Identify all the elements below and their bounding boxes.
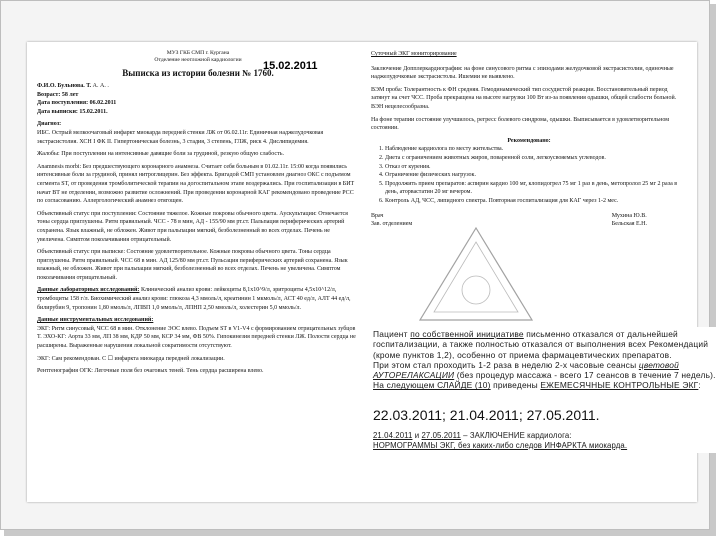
patient-info bbox=[37, 82, 359, 116]
discharge-summary-left bbox=[37, 50, 359, 380]
date-stamp: 15.02.2011 bbox=[263, 60, 318, 72]
discharge-state: На фоне терапии состояние улучшилось, регресс болевого синдрома, одышки. Выписывается в удовлетворительном состоянии. bbox=[371, 116, 670, 132]
stamp-seal bbox=[416, 224, 536, 324]
scanned-document bbox=[27, 42, 716, 502]
anamnesis: Anamnesis morbi: Без предшествующего коронарного анамнеза. Считает себя больным в 01.02.11г. 15:00 когда появились интенсивные боли за грудиной, принял нитроглицерин. Без эффекта. Бригадой СМП установлен диагноз ОКС с подъемом сегмента ST, от проведения тромболитической терапии на догоспитальном этапе воздержались. При госпитализации в БИТ начат ВТ не отделении, возможно развитие осложнений. При проведении коронарной КАГ рекомендовано проведение РСС по согласованию. Аллергологический анамнез отягощен. bbox=[37, 163, 355, 205]
instr-text: ЭКГ: Ритм синусовый, ЧСС 68 в мин. Отклонение ЭОС влево. Подъем ST в V1-V4 с формированием отрицательных зубцов T. ЭХО-КГ: Аорта 33 мм, ЛП 38 мм, КДР 50 мм, КСР 34 мм, ФВ 50%. Гипокинезия передней стенки ЛЖ. Полости сердца не расширены. Выраженные нарушения локальной сократимости отсутствуют. bbox=[37, 325, 356, 350]
age-line: Возраст: 58 лет bbox=[37, 91, 79, 98]
section-title: Суточный ЭКГ мониторирование bbox=[371, 51, 457, 57]
text-run-underlined: по собственной инициативе bbox=[410, 329, 524, 339]
holter-conclusion: Заключение Допплеркардиография: на фоне синусового ритма с эпизодами желудочковой экстрасистолии, одиночные наджелудочковые экстрасистолы. Ишемии не выявлено. bbox=[371, 65, 674, 81]
org-line-1: МУЗ ГКБ СМП г. Кургана bbox=[166, 50, 230, 56]
fio-initials: А. А. . bbox=[92, 83, 109, 89]
discharge-summary-right bbox=[371, 50, 687, 229]
text-run-underlined: На следующем СЛАЙДЕ (10) bbox=[373, 380, 491, 391]
lab-block bbox=[37, 286, 359, 312]
list-item: 5. Продолжить прием препаратов: аспирин кардио 100 мг, клопидогрел 75 мг 1 раз в день, метопролол 25 мг 2 раза в день, аторвастатин 20 мг вечером. bbox=[385, 180, 687, 197]
list-item: 2. Диета с ограничением животных жиров, поваренной соли, легкоусвояемых углеводов. bbox=[385, 154, 687, 163]
text-run: письменно отказался от дальнейшей госпитализации, а также полностью отказался от выполнения всех Рекомендаций (кроме пунктов 1,2), особенно от приема фармацевтических препаратов. bbox=[373, 329, 709, 360]
diagnosis-label: Диагноз: bbox=[37, 121, 62, 128]
text-run: При этом стал проходить 1-2 раза в неделю 2-х часовые сеансы bbox=[373, 359, 639, 370]
org-line-2: Отделение неотложной кардиологии bbox=[154, 57, 242, 63]
admit-line: Дата поступления: 06.02.2011 bbox=[37, 100, 117, 107]
sign-head-label: Зав. отделением bbox=[371, 221, 413, 228]
next-slide-paragraph bbox=[373, 380, 717, 390]
text-run-underlined: 21.04.2011 bbox=[373, 430, 413, 440]
complaints: Жалобы: При поступлении на интенсивные давящие боли за грудиной, резкую общую слабость. bbox=[37, 151, 284, 158]
sessions-paragraph bbox=[373, 360, 717, 381]
text-run: : bbox=[698, 380, 701, 391]
ekg-dates: 22.03.2011; 21.04.2011; 27.05.2011. bbox=[373, 406, 600, 423]
list-item: 1. Наблюдение кардиолога по месту жительства. bbox=[385, 145, 687, 154]
xray-line: Рентгенография ОГК: Легочные поля без очаговых теней. Тень сердца расширена влево. bbox=[37, 368, 264, 375]
text-run: и bbox=[412, 430, 422, 440]
list-item: 4. Ограничение физических нагрузок. bbox=[385, 171, 687, 180]
status-discharge: Объективный статус при выписке: Состояние удовлетворительное. Кожные покровы обычного цвета. Тоны сердца приглушены. Ритм правильный. ЧСС 68 в мин. АД 125/80 мм рт.ст. Пульсация периферических артерий сохранена. Язык влажный, не обложен. Живот при пальпации мягкий, безболезненный во всех отделах. Печень не увеличена. Симптом поколачивания отрицательный. bbox=[37, 249, 348, 281]
document-title: Выписка из истории болезни № 1760. bbox=[122, 68, 274, 78]
fio-label: Ф.И.О. Бульнова. Т. bbox=[37, 83, 92, 89]
lab-label: Данные лабораторных исследований: bbox=[37, 287, 140, 294]
recs-label: Рекомендовано: bbox=[507, 137, 551, 144]
sign-doctor-label: Врач bbox=[371, 212, 384, 219]
sign-doctor-name: Мухина Ю.В. bbox=[611, 212, 647, 219]
vem-test: ВЭМ проба: Толерантность к ФН средняя. Гемодинамический тип сосудистой реакции. Восстановительный период затянут на счет ЧСС. Проба прекращена на высоте нагрузки 100 Вт из-за появления одышки, общей слабости больной. ВЭН нецелесообразна. bbox=[371, 86, 677, 110]
text-run: приведены bbox=[490, 380, 541, 391]
instr-block bbox=[37, 316, 359, 350]
text-run: Пациент bbox=[373, 329, 411, 339]
diagnosis-text: ИБС. Острый мелкоочаговый инфаркт миокарда передней стенки ЛЖ от 06.02.11г. Единичная наджелудочковая экстрасистолия. ХСН I ФК II. Гипертоническая болезнь, 3 стадия, 3 степень, ГЛЖ, риск 4. Дислипидемия. bbox=[37, 129, 324, 145]
refusal-paragraph bbox=[373, 329, 717, 360]
slide-commentary bbox=[369, 327, 720, 453]
list-item: 6. Контроль АД, ЧСС, липидного спектра. Повторная госпитализация для КАГ через 1-2 мес. bbox=[385, 197, 687, 206]
text-run: (без процедур массажа - всего 17 сеансов в течение 7 недель). bbox=[454, 370, 716, 381]
text-run-underlined: 27.05.2011 bbox=[421, 430, 461, 440]
text-run-underlined: НОРМОГРАММЫ ЭКГ, без каких-либо следов ИНФАРКТА миокарда. bbox=[373, 440, 628, 450]
ekg-line: ЭКГ: Сам рекомендован. С ☐ инфаркта миокарда передней локализации. bbox=[37, 355, 225, 362]
text-run-italic: цветовой АУТОРЕЛАКСАЦИИ bbox=[373, 359, 680, 381]
lab-text: Клинический анализ крови: лейкоциты 8,1х10^9/л, эритроциты 4,5х10^12/л, тромбоциты 158 г/л. Биохимический анализ крови: глюкоза 4,3 ммоль/л, креатинин 1 мкмоль/л, АСТ 40 ед/л, АЛТ 44 ед/л, билирубин 9, тропонин 1,80 нмоль/л, ЛПВП 1,0 ммоль/л, ЛПНП 2,50 ммоль/л, холестерин 5,0 ммоль/л. bbox=[37, 287, 351, 311]
sign-head-name: Бельская Е.Н. bbox=[611, 221, 647, 228]
instr-label: Данные инструментальных исследований: bbox=[37, 317, 154, 324]
text-run: – ЗАКЛЮЧЕНИЕ кардиолога: bbox=[460, 430, 572, 440]
status-admission: Объективный статус при поступлении: Состояние тяжелое. Кожные покровы обычного цвета. Аускультации: Отмечается тоны сердца приглушены. Ритм правильный. ЧСС - 78 в мин, АД - 155/90 мм рт.ст. Пальпация периферических артерий сохранена. Язык влажный, не обложен. Живот при пальпации мягкий, безболезненный во всех отделах. Печень не увеличена. Симптом поколачивания отрицательный. bbox=[37, 210, 348, 243]
recommendations-list bbox=[371, 145, 687, 205]
text-run-underlined: ЕЖЕМЕСЯЧНЫЕ КОНТРОЛЬНЫЕ ЭКГ bbox=[540, 380, 699, 391]
list-item: 3. Отказ от курения. bbox=[385, 163, 687, 172]
discharge-line: Дата выписки: 15.02.2011. bbox=[37, 108, 108, 115]
cardiologist-conclusion bbox=[373, 431, 717, 451]
diagnosis-block bbox=[37, 120, 359, 146]
